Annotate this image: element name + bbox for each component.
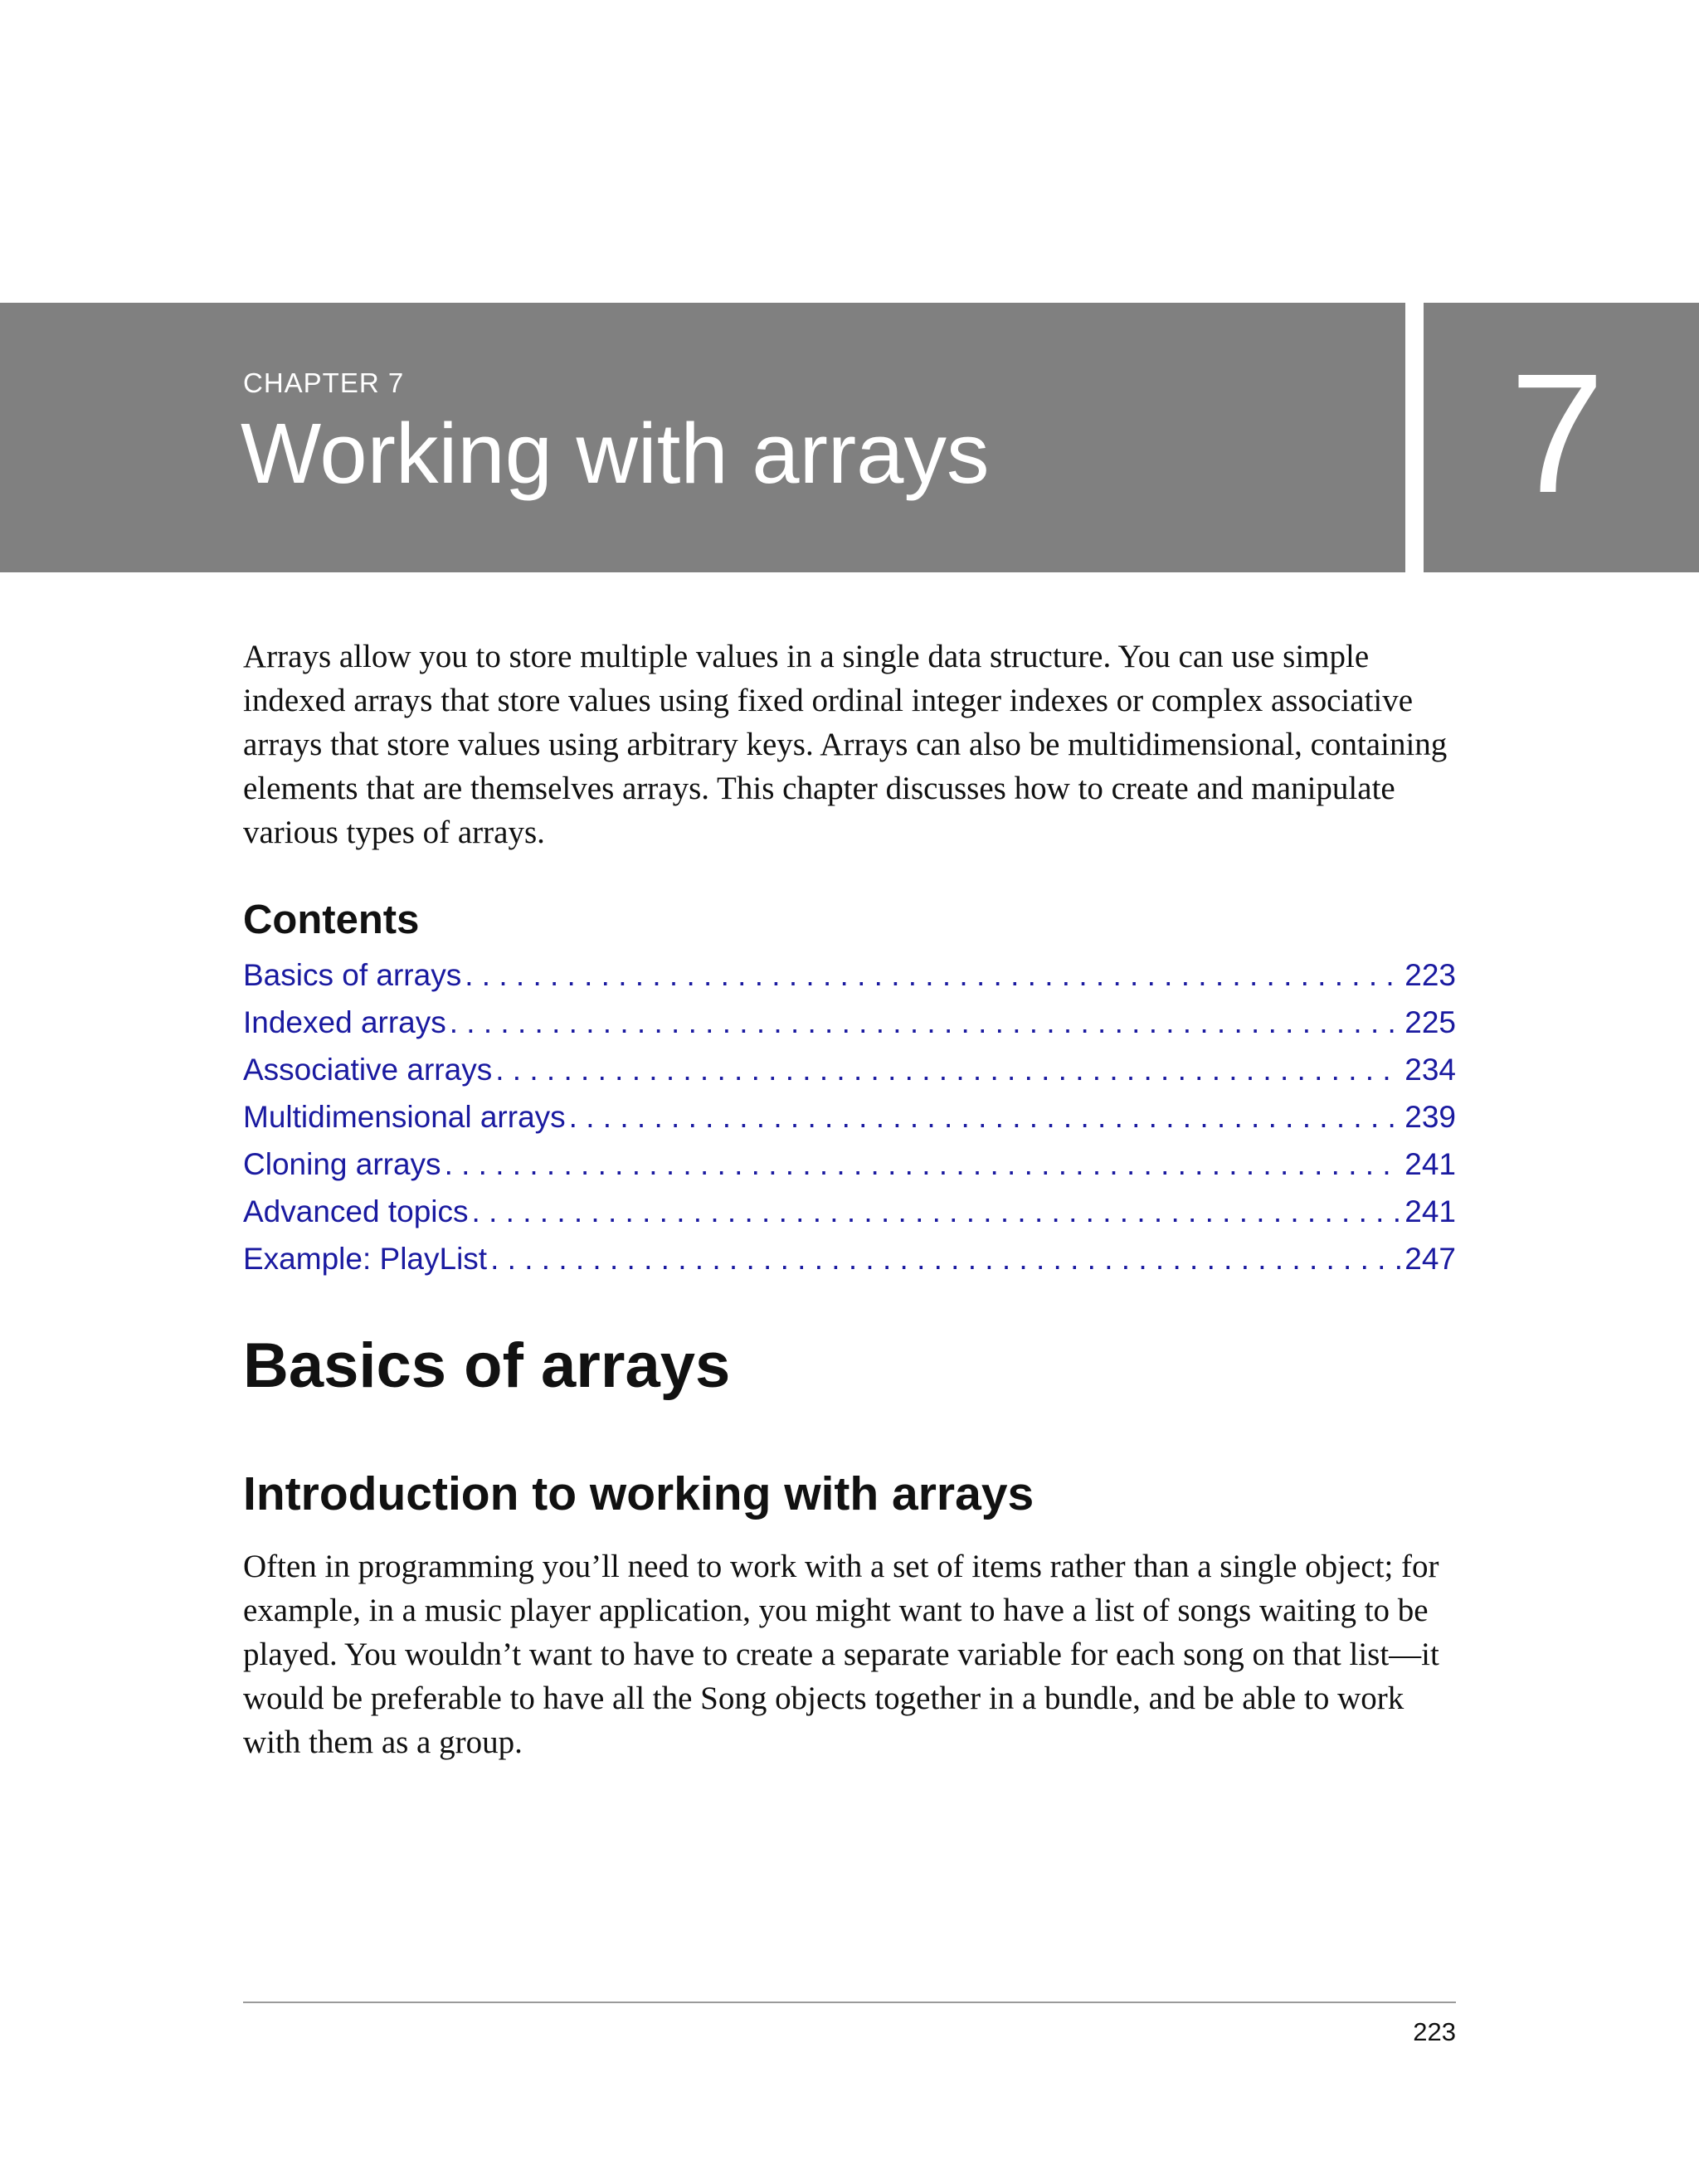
toc-leader-dots: [495, 1053, 1401, 1087]
toc-item-page: 223: [1404, 958, 1456, 992]
toc-item-page: 241: [1404, 1147, 1456, 1181]
footer-divider: [243, 2002, 1456, 2003]
toc-item-multidimensional-arrays[interactable]: [243, 1100, 1456, 1147]
chapter-title: Working with arrays: [241, 406, 990, 501]
toc-item-page: 234: [1404, 1053, 1456, 1087]
body-paragraph: Often in programming you’ll need to work with a set of items rather than a single object; for example, in a music player application, you might want to have a list of songs waiting to be played. You wouldn’t want to have to create a separate variable for each song on that list—it would be preferable to have all the Song objects together in a bundle, and be able to work with them as a group.: [243, 1549, 1439, 1760]
toc-item-indexed-arrays[interactable]: [243, 1005, 1456, 1053]
contents-heading: Contents: [243, 897, 420, 942]
table-of-contents: [243, 958, 1456, 1289]
intro-paragraph: Arrays allow you to store multiple values in a single data structure. You can use simple indexed arrays that store values using fixed ordinal integer indexes or complex associative arrays that store values using arbitrary keys. Arrays can also be multidimensional, containing elements that are themselves arrays. This chapter discusses how to create and manipulate various types of arrays.: [243, 639, 1448, 850]
toc-item-title: Indexed arrays: [243, 1005, 446, 1039]
toc-item-title: Cloning arrays: [243, 1147, 441, 1181]
toc-item-title: Advanced topics: [243, 1194, 469, 1228]
toc-leader-dots: [445, 1147, 1402, 1182]
toc-item-associative-arrays[interactable]: [243, 1053, 1456, 1100]
toc-item-page: 225: [1404, 1005, 1456, 1039]
toc-item-page: 239: [1404, 1100, 1456, 1134]
toc-leader-dots: [490, 1242, 1401, 1277]
toc-item-cloning-arrays[interactable]: [243, 1147, 1456, 1194]
toc-leader-dots: [450, 1005, 1402, 1040]
toc-item-page: 241: [1404, 1194, 1456, 1228]
page-number: 223: [1413, 2017, 1456, 2046]
toc-leader-dots: [569, 1100, 1402, 1135]
chapter-label: CHAPTER 7: [243, 367, 405, 398]
section-heading: Basics of arrays: [243, 1330, 731, 1401]
toc-leader-dots: [465, 958, 1401, 993]
toc-item-title: Multidimensional arrays: [243, 1100, 566, 1134]
toc-item-basics-of-arrays[interactable]: [243, 958, 1456, 1005]
subsection-heading: Introduction to working with arrays: [243, 1467, 1034, 1520]
toc-item-title: Example: PlayList: [243, 1242, 488, 1276]
toc-item-page: 247: [1404, 1242, 1456, 1276]
chapter-number: 7: [1510, 338, 1605, 528]
toc-leader-dots: [472, 1194, 1402, 1229]
toc-item-example-playlist[interactable]: [243, 1242, 1456, 1289]
toc-item-title: Associative arrays: [243, 1053, 493, 1087]
toc-item-advanced-topics[interactable]: [243, 1194, 1456, 1242]
toc-item-title: Basics of arrays: [243, 958, 462, 992]
